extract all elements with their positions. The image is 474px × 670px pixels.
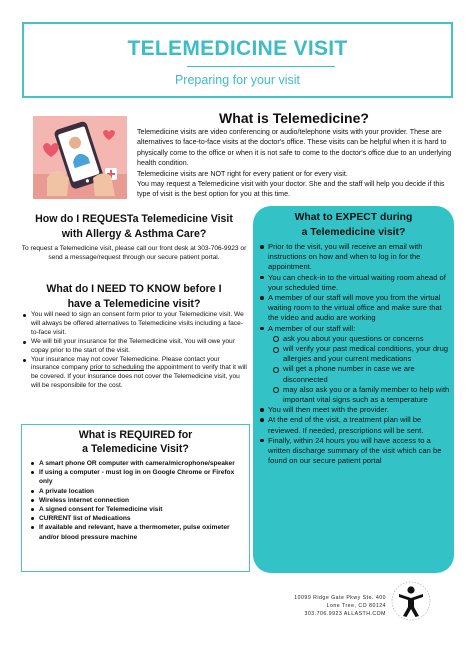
required-box [21,424,250,572]
list-item: You will need to sign an consent form prior to your Telemedicine visit. We will always be offered alternatives to Telemedicine visits including a face-to-face visit. [21,311,249,338]
list-item: Prior to the visit, you will receive an email with instructions on how and when to log in for the appointment. [258,242,452,273]
address-line: Lone Tree, CO 80124 [326,602,386,609]
list-item: If using a computer - must log in on Google Chrome or Firefox only [30,468,244,486]
address-line: 10099 Ridge Gate Pkwy Ste. 400 [294,595,386,601]
what-paragraph: Telemedicine visits are video conferencing or audio/telephone visits with your provider. These are alternatives to face-to-face visits at the doctor's office. These visits can be helpful when it is hard to physically come to the office or when it is not safe to come to the doctor's office due to an underlying health condition. [137,128,452,168]
how-to-request-heading [20,212,248,242]
required-heading-line: a Telemedicine Visit? [82,443,189,455]
what-to-expect-panel [253,206,454,573]
list-item: You can check-in to the virtual waiting room ahead of your scheduled time. [258,273,452,293]
list-item: You will then meet with the provider. [258,405,452,415]
how-heading-line: How do I REQUESTa Telemedicine Visit [35,213,233,225]
list-item: If available and relevant, have a thermometer, pulse oximeter and/or blood pressure machine [30,523,244,541]
title-divider [187,66,335,67]
what-is-telemedicine-heading: What is Telemedicine? [219,110,369,126]
list-item: We will bill your insurance for the Telemedicine visit. You will owe your copay prior to the start of the visit. [21,338,249,356]
list-item: A signed consent for Telemedicine visit [30,505,244,514]
what-is-telemedicine-body [137,127,455,200]
sub-list-item: may also ask you or a family member to help with important vital signs such as a temperature [273,385,452,405]
know-heading-line: What do I NEED TO KNOW before I [46,283,222,295]
what-to-expect-list [258,242,452,466]
how-heading-line: with Allergy & Asthma Care? [61,228,207,240]
page-title: TELEMEDICINE VISIT [127,37,348,60]
sub-list-item: will verify your past medical conditions, your drug allergies and your current medications [273,344,452,364]
doctor-on-phone-icon [33,116,127,199]
list-item [258,324,452,406]
list-item [21,356,249,392]
what-to-expect-heading [253,210,454,240]
how-to-request-body: To request a Telemedicine visit, please call our front desk at 303-706-9923 or send a message/request through our secure patient portal. [21,245,247,261]
list-item: Wireless internet connection [30,496,244,505]
need-to-know-heading [20,282,248,312]
sub-list-item: ask you about your questions or concerns [273,334,452,344]
list-item-text: A member of our staff will: [268,323,356,333]
what-paragraph: You may request a Telemedicine visit with your doctor. She and the staff will help you decide if this type of visit is the best option for you at this time. [137,180,445,199]
header-box [22,22,453,98]
required-heading [22,428,249,456]
list-item: A private location [30,487,244,496]
list-item: At the end of the visit, a treatment plan will be reviewed. If needed, prescriptions will be sent. [258,415,452,435]
person-figure-logo-icon [390,580,432,622]
list-item: Finally, within 24 hours you will have access to a written discharge summary of the visit which can be found on our secure patient portal [258,436,452,467]
underlined-emphasis: prior to scheduling [90,364,144,372]
expect-heading-line: a Telemedicine visit? [301,227,406,238]
page-subtitle: Preparing for your visit [174,73,301,87]
list-item-text: the appointment to verify that it will be covered. If your insurance does not cover the Telemedicine visit, you will be responsibile for the cost. [31,364,247,390]
list-item: CURRENT list of Medications [30,514,244,523]
what-paragraph: Telemedicine visits are NOT right for every patient or for every visit. [137,169,348,178]
required-list [30,459,244,542]
need-to-know-list [21,311,249,391]
sub-list-item: will get a phone number in case we are disconnected [273,364,452,384]
staff-sub-list [273,334,452,405]
list-item: A smart phone OR computer with camera/microphone/speaker [30,459,244,468]
know-heading-line: have a Telemedicine visit? [67,298,201,310]
contact-line: 303.706.9923 ALLASTH.COM [304,610,386,617]
required-heading-line: What is REQUIRED for [78,429,193,441]
footer-address [250,595,386,618]
expect-heading-line: What to EXPECT during [294,212,413,223]
list-item: A member of our staff will move you from the virtual waiting room to the virtual office and make sure that the video and audio are working [258,293,452,324]
list-item-text: Your insurance may not cover Telemedicine. Please contact your insurance company [31,355,220,372]
